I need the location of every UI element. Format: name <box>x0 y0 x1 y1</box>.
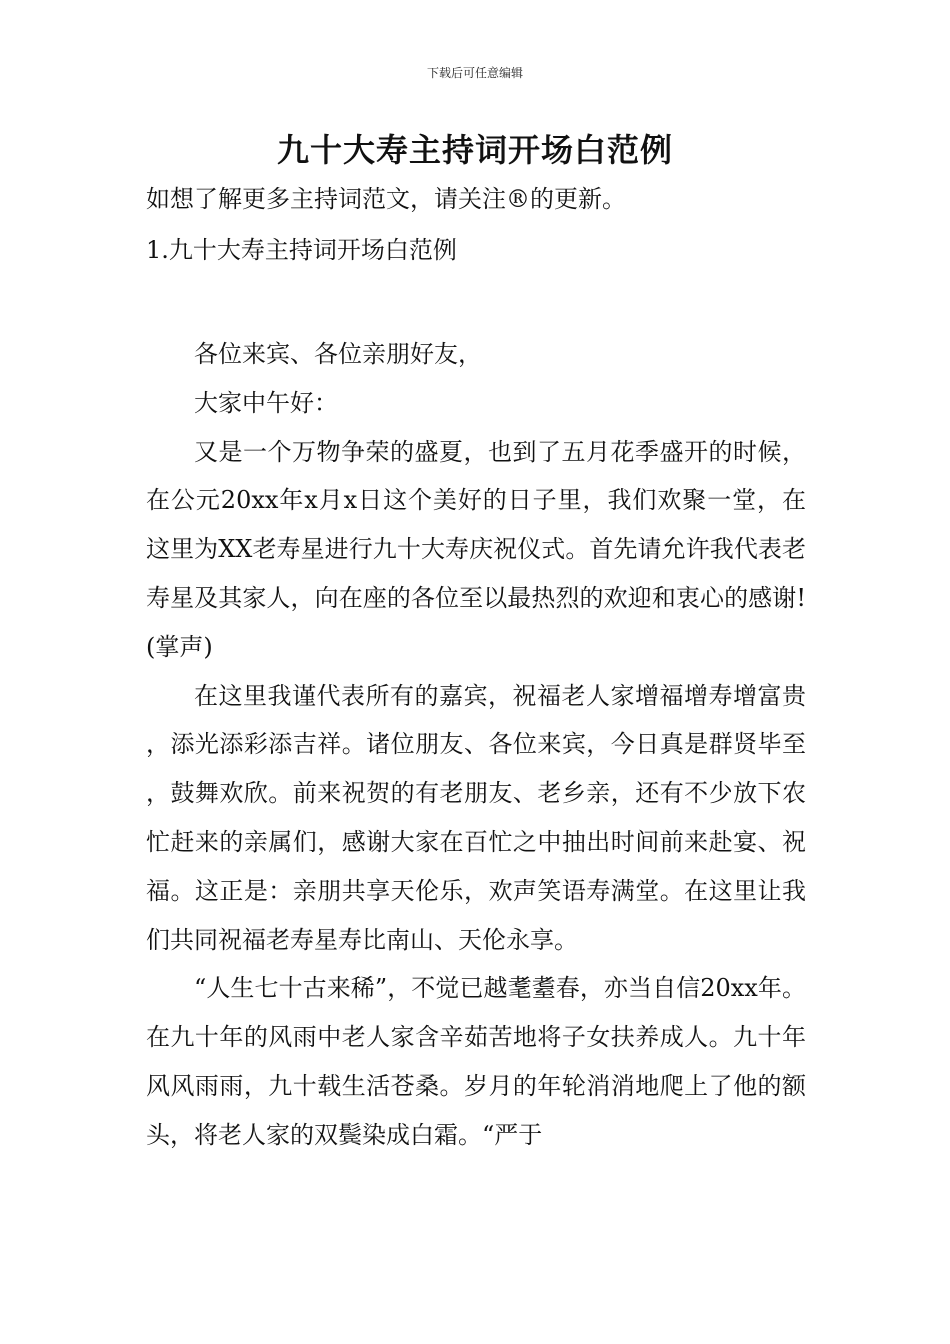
page-header-note: 下载后可任意编辑 <box>426 66 523 80</box>
opening-paragraph: 又是一个万物争荣的盛夏，也到了五月花季盛开的时候，在公元20xx年x月x日这个美好的日子里，我们欢聚一堂，在这里为XX老寿星进行九十大寿庆祝仪式。首先请允许我代表老寿星及其家人，向在座的各位至以最热烈的欢迎和衷心的感谢!(掌声) <box>146 437 806 661</box>
greeting-paragraph: 各位来宾、各位亲朋好友， <box>194 340 482 368</box>
speech-body <box>146 330 806 1160</box>
section-heading: 1.九十大寿主持词开场白范例 <box>146 236 457 264</box>
document-title: 九十大寿主持词开场白范例 <box>276 131 673 169</box>
salutation-paragraph: 大家中午好： <box>194 388 338 417</box>
intro-line: 如想了解更多主持词范文，请关注®的更新。 <box>146 185 626 213</box>
blessing-paragraph: 在这里我谨代表所有的嘉宾，祝福老人家增福增寿增富贵，添光添彩添吉祥。诸位朋友、各位来宾，今日真是群贤毕至，鼓舞欢欣。前来祝贺的有老朋友、老乡亲，还有不少放下农忙赶来的亲属们，感谢大家在百忙之中抽出时间前来赴宴、祝福。这正是：亲朋共享天伦乐，欢声笑语寿满堂。在这里让我们共同祝福老寿星寿比南山、天伦永享。 <box>146 681 806 954</box>
life-story-paragraph: “人生七十古来稀”，不觉已越耄耋春，亦当自信20xx年。在九十年的风雨中老人家含辛茹苦地将子女扶养成人。九十年风风雨雨，九十载生活苍桑。岁月的年轮消消地爬上了他的额头，将老人家的双鬓染成白霜。“严于 <box>146 974 806 1149</box>
